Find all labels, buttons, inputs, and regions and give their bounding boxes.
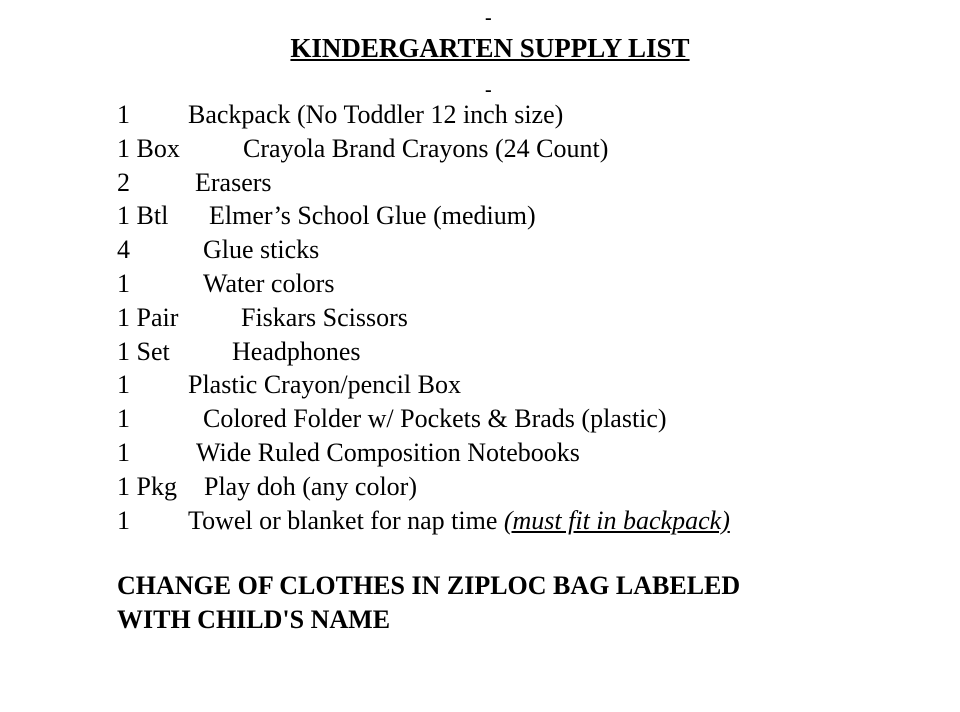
item-quantity: 1 Pair [117, 302, 179, 332]
item-quantity: 1 [117, 505, 130, 535]
item-quantity: 1 [117, 404, 130, 434]
item-name: Colored Folder w/ Pockets & Brads (plastic) [203, 404, 667, 434]
item-name: Plastic Crayon/pencil Box [188, 370, 461, 400]
item-name: Erasers [195, 167, 272, 197]
item-name: Crayola Brand Crayons (24 Count) [243, 133, 609, 163]
item-quantity: 1 [117, 268, 130, 298]
item-quantity: 1 [117, 370, 130, 400]
item-name: Glue sticks [203, 235, 320, 265]
item-name: Elmer’s School Glue (medium) [209, 201, 536, 231]
item-text: Towel or blanket for nap time [188, 505, 504, 535]
item-quantity: 1 [117, 437, 130, 467]
item-quantity: 2 [117, 167, 130, 197]
item-name: Backpack (No Toddler 12 inch size) [188, 100, 564, 129]
item-name [188, 504, 730, 538]
item-quantity: 4 [117, 235, 130, 265]
notice-line-2: WITH CHILD'S NAME [117, 605, 391, 634]
item-quantity: 1 Pkg [117, 471, 177, 501]
item-name: Play doh (any color) [204, 471, 418, 501]
page-title: KINDERGARTEN SUPPLY LIST [290, 33, 690, 63]
clothes-notice [117, 569, 740, 637]
item-name: Fiskars Scissors [241, 302, 408, 332]
item-note: (must fit in backpack) [503, 505, 730, 535]
item-quantity: 1 [117, 100, 130, 129]
item-quantity: 1 Btl [117, 201, 169, 231]
notice-line-1: CHANGE OF CLOTHES IN ZIPLOC BAG LABELED [117, 571, 741, 600]
top-dash: - [485, 7, 492, 29]
item-quantity: 1 Set [117, 336, 170, 366]
item-name: Wide Ruled Composition Notebooks [196, 437, 580, 467]
item-name: Headphones [232, 336, 361, 366]
mid-dash: - [485, 79, 492, 101]
item-name: Water colors [203, 268, 335, 298]
item-quantity: 1 Box [117, 133, 180, 163]
